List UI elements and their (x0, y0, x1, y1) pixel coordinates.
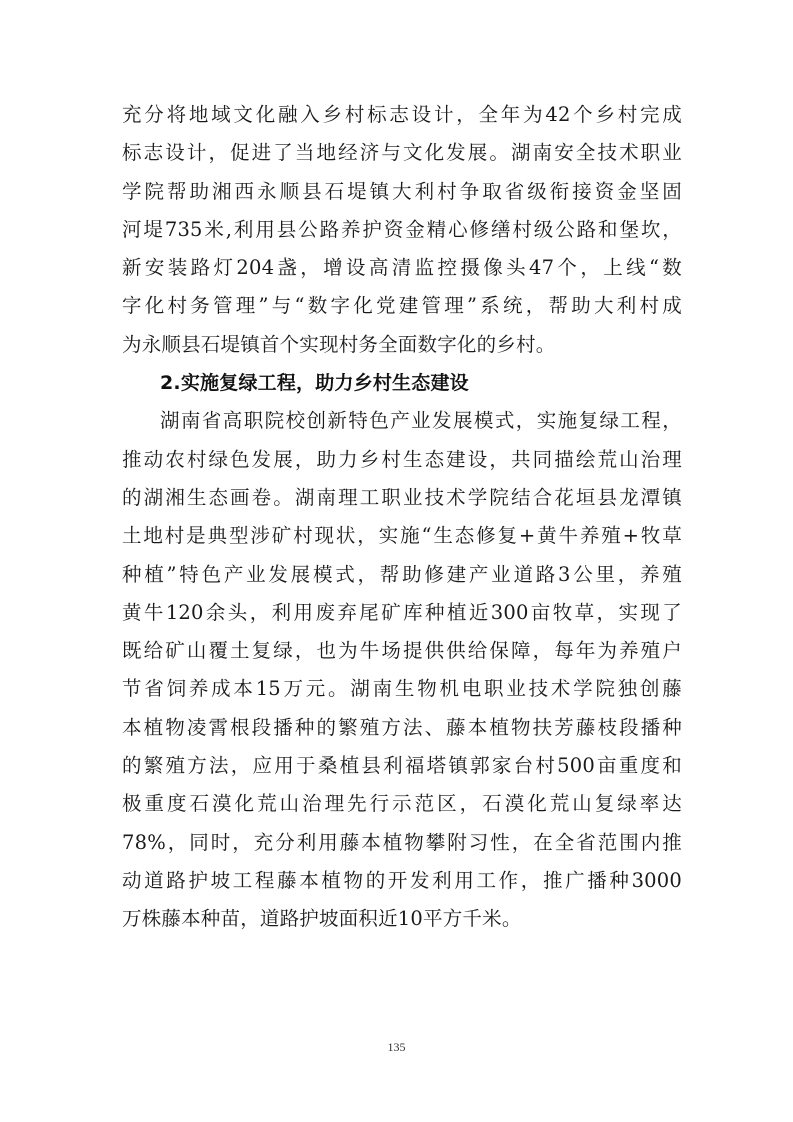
text-line: 78%，同时，充分利用藤本植物攀附习性，在全省范围内推 (122, 830, 682, 854)
text-line: 既给矿山覆土复绿，也为牛场提供供给保障，每年为养殖户 (122, 639, 682, 663)
text-line: 推动农村绿色发展，助力乡村生态建设，共同描绘荒山治理 (122, 447, 682, 471)
text-line: 动道路护坡工程藤本植物的开发利用工作，推广播种3000 (122, 868, 682, 892)
text-line: 本植物凌霄根段播种的繁殖方法、藤本植物扶芳藤枝段播种 (122, 715, 682, 739)
text-line: 充分将地域文化融入乡村标志设计，全年为42个乡村完成 (122, 103, 682, 126)
text-line: 新安装路灯204盏，增设高清监控摄像头47个，上线“数 (122, 256, 682, 280)
text-line: 的繁殖方法，应用于桑植县利福塔镇郭家台村500亩重度和 (122, 754, 682, 778)
text-line: 标志设计，促进了当地经济与文化发展。湖南安全技术职业 (122, 141, 682, 165)
text-line: 万株藤本种苗，道路护坡面积近10平方千米。 (122, 907, 522, 931)
document-body (122, 96, 682, 939)
section-heading: 2.实施复绿工程，助力乡村生态建设 (160, 372, 469, 395)
text-line: 的湖湘生态画卷。湖南理工职业技术学院结合花垣县龙潭镇 (122, 485, 682, 509)
text-line: 湖南省高职院校创新特色产业发展模式，实施复绿工程， (160, 409, 682, 433)
paragraph-2 (122, 402, 682, 938)
text-line: 种植”特色产业发展模式，帮助修建产业道路3公里，养殖 (122, 562, 682, 586)
text-line: 黄牛120余头，利用废弃尾矿库种植近300亩牧草，实现了 (122, 600, 682, 624)
text-line: 为永顺县石堤镇首个实现村务全面数字化的乡村。 (122, 332, 556, 356)
text-line: 河堤735米,利用县公路养护资金精心修缮村级公路和堡坎， (122, 217, 682, 241)
text-line: 节省饲养成本15万元。湖南生物机电职业技术学院独创藤 (122, 677, 682, 701)
text-line: 极重度石漠化荒山治理先行示范区，石漠化荒山复绿率达 (122, 792, 682, 816)
text-line: 土地村是典型涉矿村现状，实施“生态修复+黄牛养殖+牧草 (122, 524, 682, 548)
paragraph-1 (122, 96, 682, 364)
text-line: 学院帮助湘西永顺县石堤镇大利村争取省级衔接资金坚固 (122, 179, 682, 203)
page-number: 135 (387, 1040, 406, 1054)
text-line: 字化村务管理”与“数字化党建管理”系统，帮助大利村成 (122, 294, 682, 318)
